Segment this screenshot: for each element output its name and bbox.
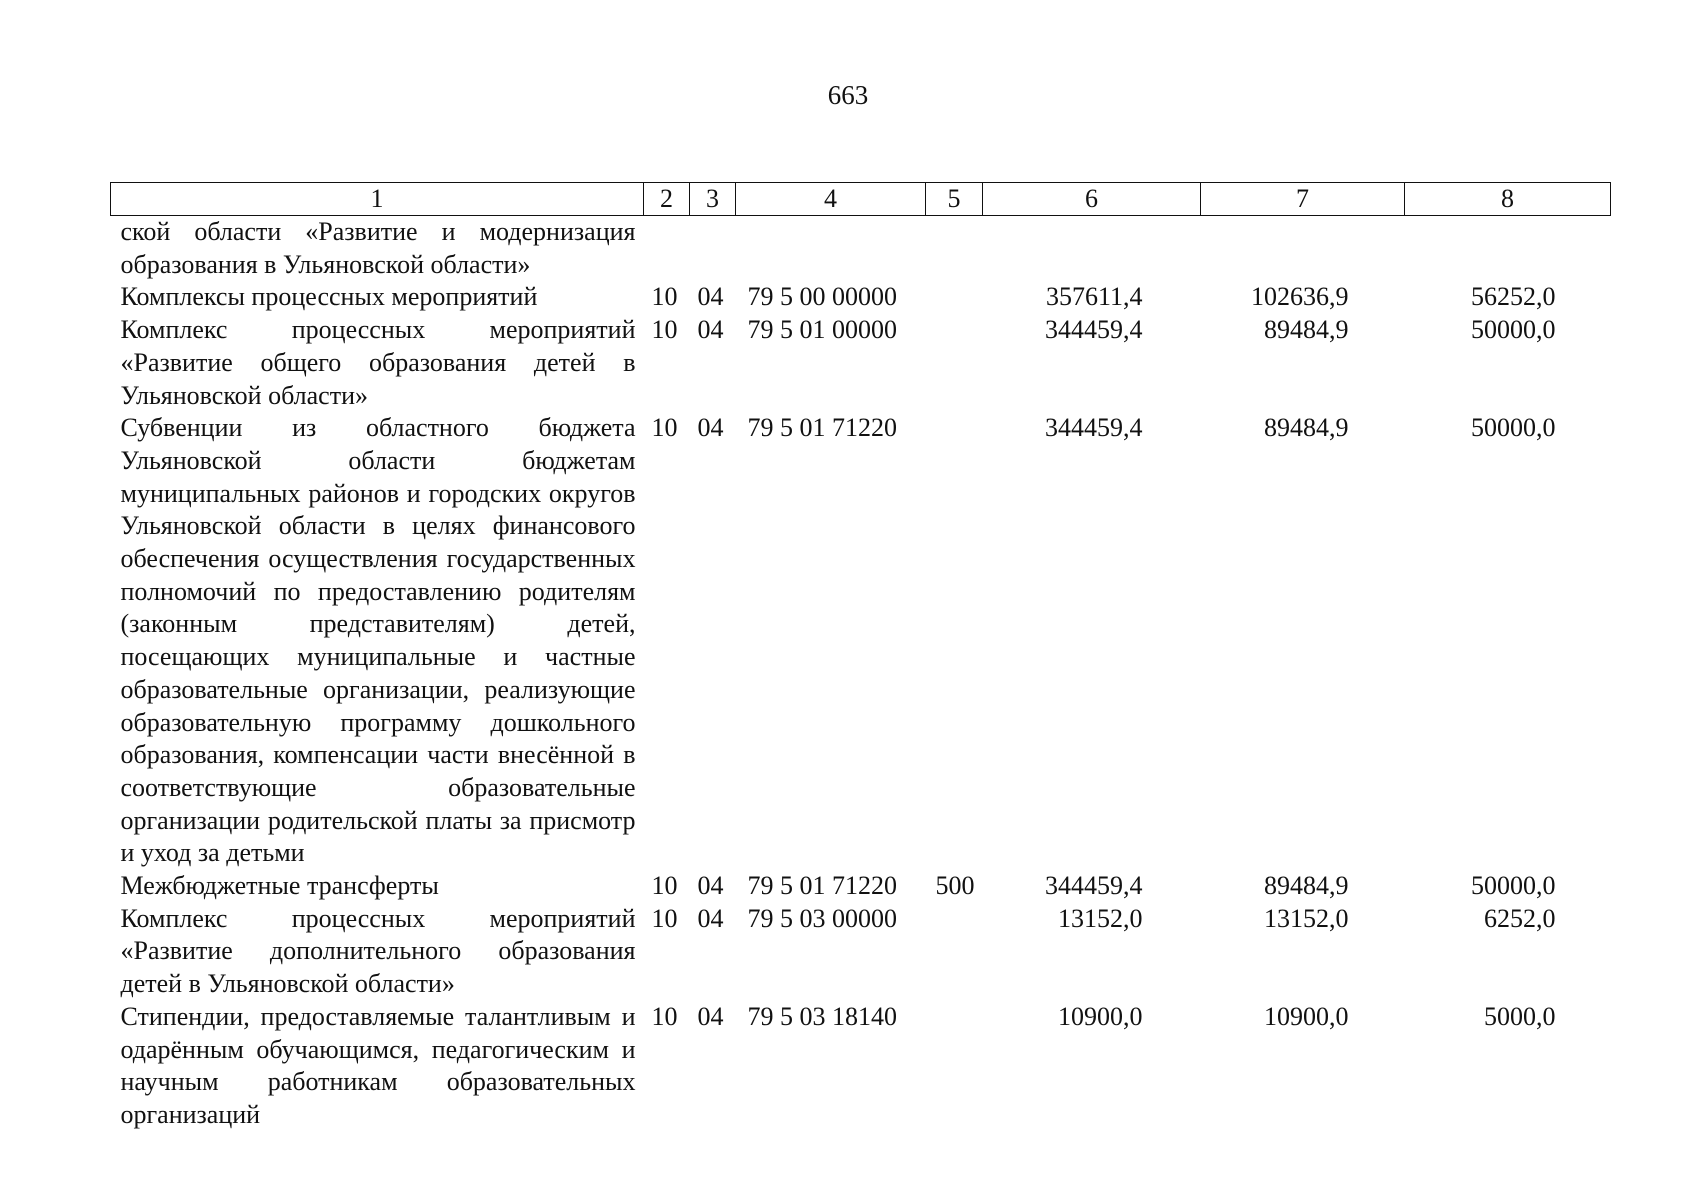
row-subsection: 04: [697, 413, 724, 443]
page-number: 663: [827, 80, 869, 110]
row-name: ской области «Развитие и модернизация образования в Ульяновской области»: [120, 217, 636, 279]
budget-table: [110, 182, 1611, 1132]
row-target-code: [736, 216, 926, 282]
header-cell-2: 2: [644, 183, 690, 216]
row-value-7: 10900,0: [1264, 1001, 1349, 1031]
row-target-code: 79 5 01 00000: [747, 315, 897, 345]
header-cell-8: 8: [1405, 183, 1611, 216]
row-subsection: 04: [697, 871, 724, 901]
row-value-6: 344459,4: [1045, 315, 1143, 345]
row-value-7: 89484,9: [1264, 315, 1349, 345]
row-target-code: 79 5 01 71220: [747, 871, 897, 901]
row-expense-type: [926, 314, 983, 412]
row-value-7: 102636,9: [1251, 282, 1349, 312]
table-row: [111, 1001, 1611, 1132]
row-value-6: [983, 216, 1201, 282]
row-subsection: 04: [697, 282, 724, 312]
row-name: Комплексы процессных мероприятий: [120, 282, 538, 312]
row-target-code: 79 5 03 18140: [747, 1001, 897, 1031]
row-section: 10: [651, 413, 678, 443]
row-value-8: 56252,0: [1471, 282, 1556, 312]
header-cell-6: 6: [983, 183, 1201, 216]
row-expense-type: [926, 281, 983, 314]
row-target-code: 79 5 00 00000: [747, 282, 897, 312]
header-cell-7: 7: [1201, 183, 1405, 216]
row-section: 10: [651, 282, 678, 312]
row-name: Комплекс процессных мероприятий «Развитие общего образования детей в Ульяновской области»: [120, 315, 636, 410]
table-row: [111, 903, 1611, 1001]
row-expense-type: [926, 216, 983, 282]
row-name: Межбюджетные трансферты: [120, 871, 439, 901]
table-row: [111, 412, 1611, 870]
row-value-8: [1405, 216, 1611, 282]
row-expense-type: [926, 1001, 983, 1132]
row-section: 10: [651, 903, 678, 933]
row-value-8: 6252,0: [1484, 903, 1556, 933]
row-expense-type: [926, 412, 983, 870]
table-row: [111, 281, 1611, 314]
header-cell-5: 5: [926, 183, 983, 216]
header-cell-4: 4: [736, 183, 926, 216]
row-value-6: 10900,0: [1058, 1001, 1143, 1031]
row-section: 10: [651, 1001, 678, 1031]
row-name: Стипендии, предоставляемые талантливым и одарённым обучающимся, педагогическим и научным работникам образовательных организаций: [120, 1001, 636, 1129]
row-target-code: 79 5 03 00000: [747, 903, 897, 933]
row-value-7: 89484,9: [1264, 413, 1349, 443]
header-cell-3: 3: [690, 183, 736, 216]
row-value-7: 89484,9: [1264, 871, 1349, 901]
row-value-8: 50000,0: [1471, 413, 1556, 443]
table-row: [111, 216, 1611, 282]
row-expense-type: [926, 903, 983, 1001]
row-value-7: 13152,0: [1264, 903, 1349, 933]
row-value-6: 344459,4: [1045, 413, 1143, 443]
row-name: Комплекс процессных мероприятий «Развитие дополнительного образования детей в Ульяновской области»: [120, 903, 636, 999]
row-value-7: [1201, 216, 1405, 282]
row-subsection: 04: [697, 1001, 724, 1031]
row-subsection: 04: [697, 903, 724, 933]
row-section: 10: [651, 315, 678, 345]
row-section: [644, 216, 690, 282]
row-value-8: 5000,0: [1484, 1001, 1556, 1031]
header-cell-1: 1: [111, 183, 644, 216]
row-value-8: 50000,0: [1471, 315, 1556, 345]
row-value-6: 13152,0: [1058, 903, 1143, 933]
row-value-6: 344459,4: [1045, 871, 1143, 901]
row-subsection: [690, 216, 736, 282]
row-subsection: 04: [697, 315, 724, 345]
table-row: [111, 870, 1611, 903]
row-value-8: 50000,0: [1471, 871, 1556, 901]
row-name: Субвенции из областного бюджета Ульяновской области бюджетам муниципальных районов и городских округов Ульяновской области в целях финансового обеспечения осуществления государственных полномочий по предоставлению родителям (законным представителям) детей, посещающих муниципальные и частные образовательные организации, реализующие образовательную программу дошкольного образования, компенсации части внесённой в соответствующие образовательные организации родительской платы за присмотр и уход за детьми: [120, 413, 636, 868]
row-section: 10: [651, 871, 678, 901]
row-target-code: 79 5 01 71220: [747, 413, 897, 443]
table-row: [111, 314, 1611, 412]
header-row: [111, 183, 1611, 216]
row-expense-type: 500: [935, 871, 975, 901]
row-value-6: 357611,4: [1045, 282, 1143, 312]
